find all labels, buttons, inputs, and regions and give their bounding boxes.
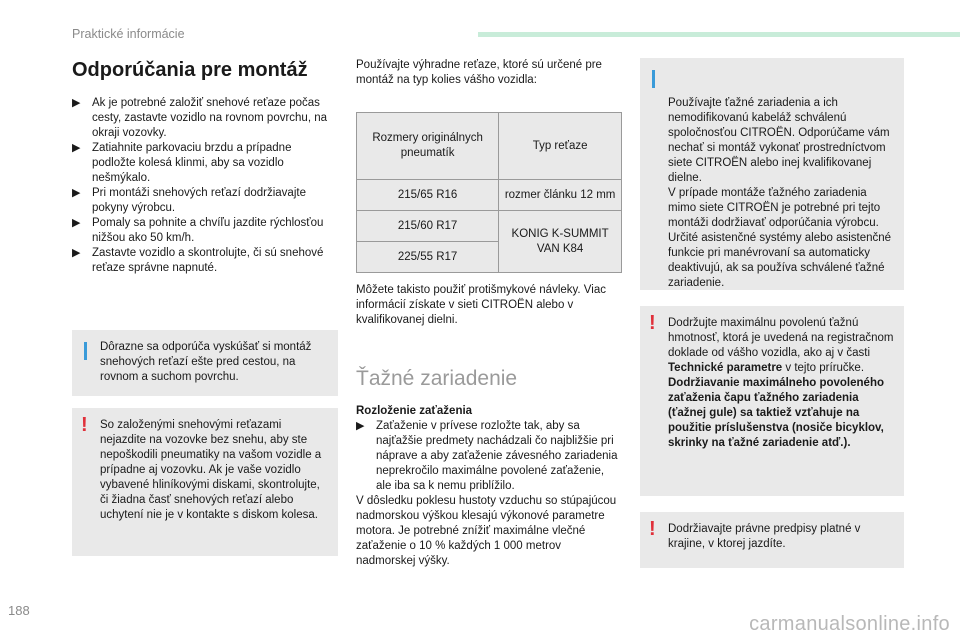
list-item: ▶ Zaťaženie v prívese rozložte tak, aby sa najťažšie predmety nachádzali čo najbližšie pri náprave a aby zaťaženie závesného zariadenia neprekročilo maximálne povolené zaťaženie, ale iba sa k nemu priblížilo. <box>356 420 618 492</box>
list-item: ▶ Pomaly sa pohnite a chvíľu jazdite rýchlosťou nižšou ako 50 km/h. <box>72 217 324 244</box>
towing-section-title: Ťažné zariadenie <box>356 367 518 390</box>
arrow-bullet-icon: ▶ <box>72 142 81 154</box>
header-accent-bar <box>478 32 960 37</box>
page-title: Odporúčania pre montáž <box>72 59 308 81</box>
info-bar-icon <box>652 70 655 88</box>
watermark: carmanualsonline.info <box>749 613 950 635</box>
info-bar-icon <box>84 342 87 360</box>
info-box-test-mounting: Dôrazne sa odporúča vyskúšať si montáž snehových reťazí ešte pred cestou, na rovnom a suchom povrchu. <box>72 330 338 396</box>
table-row <box>357 180 622 211</box>
table-header-chain-type: Typ reťaze <box>499 113 622 180</box>
arrow-bullet-icon: ▶ <box>72 97 81 109</box>
table-cell-size: 215/65 R16 <box>357 180 499 211</box>
anti-slip-note: Môžete takisto použiť protišmykové návleky. Viac informácií získate v sieti CITROËN alebo v kvalifikovanej dielni. <box>356 284 606 326</box>
table-row <box>357 211 622 242</box>
page-number: 188 <box>8 603 30 618</box>
table-cell-size: 215/60 R17 <box>357 211 499 242</box>
section-label: Praktické informácie <box>72 27 185 41</box>
warning-box-legal: ! Dodržiavajte právne predpisy platné v krajine, v ktorej jazdíte. <box>640 512 904 568</box>
list-item: ▶ Zastavte vozidlo a skontrolujte, či sú snehové reťaze správne napnuté. <box>72 247 324 274</box>
arrow-bullet-icon: ▶ <box>72 187 81 199</box>
info-box-tow-bar: Používajte ťažné zariadenia a ich nemodifikovanú kabeláž schválenú spoločnosťou CITROËN. Odporúčame vám nechať si montáž vykonať prostredníctvom siete CITROËN alebo inej kvalifikovanej dielne. V prípade montáže ťažného zariadenia mimo siete CITROËN je potrebné pri tejto montáži dodržiavať odporúčania výrobcu. Určité asistenčné systémy alebo asistenčné funkcie pri manévrovaní sa automaticky deaktivujú, ak sa používa schválené ťažné zariadenie. <box>640 58 904 290</box>
column-middle <box>356 58 622 569</box>
arrow-bullet-icon: ▶ <box>72 217 81 229</box>
list-item: ▶ Pri montáži snehových reťazí dodržiavajte pokyny výrobcu. <box>72 187 306 214</box>
exclamation-icon: ! <box>649 312 656 334</box>
load-distribution-list <box>356 419 622 494</box>
table-cell-chain: KONIG K-SUMMIT VAN K84 <box>499 211 622 273</box>
exclamation-icon: ! <box>81 414 88 436</box>
list-item: ▶ Ak je potrebné založiť snehové reťaze počas cesty, zastavte vozidlo na rovnom povrchu, na okraji vozovky. <box>72 97 328 139</box>
table-cell-chain: rozmer článku 12 mm <box>499 180 622 211</box>
warning-box-towing-mass: ! Dodržujte maximálnu povolenú ťažnú hmotnosť, ktorá je uvedená na registračnom doklade od vášho vozidla, ako aj v časti Technické parametre v tejto príručke. Dodržiavanie maximálneho povoleného zaťaženia čapu ťažného zariadenia (ťažnej gule) sa taktiež vzťahuje na použitie príslušenstva (nosiče bicyklov, skrinky na ťažné zariadenie atď.). <box>640 306 904 496</box>
column-right <box>640 58 904 568</box>
mounting-steps-list <box>72 96 338 276</box>
load-distribution-heading: Rozloženie zaťaženia <box>356 405 473 417</box>
arrow-bullet-icon: ▶ <box>356 420 365 432</box>
arrow-bullet-icon: ▶ <box>72 247 81 259</box>
column-left <box>72 58 338 556</box>
table-cell-size: 225/55 R17 <box>357 242 499 273</box>
air-density-note: V dôsledku poklesu hustoty vzduchu so stúpajúcou nadmorskou výškou klesajú výkonové parametre motora. Je potrebné znížiť maximálne vlečné zaťaženie o 10 % každých 1 000 metrov nadmorskej výšky. <box>356 495 617 567</box>
exclamation-icon: ! <box>649 518 656 540</box>
warning-box-snow-chains: ! So založenými snehovými reťazami nejazdite na vozovke bez snehu, aby ste nepoškodili pneumatiky na vašom vozidle a prípadne aj vozovku. Ak je vaše vozidlo vybavené hliníkovými diskami, skontrolujte, či žiadna časť snehových reťazí alebo uchytení nie je v kontakte s diskom kolesa. <box>72 408 338 556</box>
chains-intro: Používajte výhradne reťaze, ktoré sú určené pre montáž na typ kolies vášho vozidla: <box>356 59 602 86</box>
tire-chain-table <box>356 112 622 273</box>
list-item: ▶ Zatiahnite parkovaciu brzdu a prípadne podložte kolesá klinmi, aby sa vozidlo nešmýkalo. <box>72 142 292 184</box>
table-header-tire-size: Rozmery originálnych pneumatík <box>357 113 499 180</box>
